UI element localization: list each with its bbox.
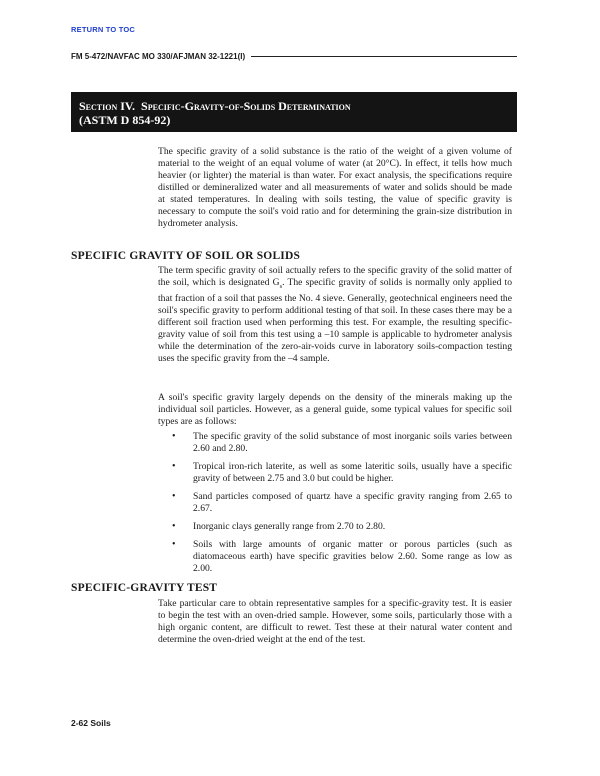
- header-rule: [251, 56, 517, 57]
- soil-solids-paragraph-1: [158, 265, 512, 365]
- section-name: Specific-Gravity-of-Solids Determination: [141, 99, 351, 113]
- sg-test-heading: SPECIFIC-GRAVITY TEST: [71, 582, 218, 594]
- section-number: IV.: [120, 99, 136, 113]
- document-id: FM 5-472/NAVFAC MO 330/AFJMAN 32-1221(I): [71, 52, 246, 61]
- soil-solids-text-b: . The specific gravity of solids is normally only applied to that fraction of a soil that passes the No. 4 sieve. Generally, geotechnical engineers need the soil's specific gravity to perform additional testing of that soil. In these cases there may be a different soil fraction used when performing this test. For example, the resulting specific-gravity value of soil from this test using a –10 sample is applicable to hydrometer analysis while the determination of the zero-air-voids curve in laboratory soils-compaction testing uses the specific gravity from the –4 sample.: [158, 277, 512, 364]
- gs-subscript: s: [279, 282, 283, 290]
- page-footer: 2-62 Soils: [71, 718, 111, 728]
- sg-test-paragraph: Take particular care to obtain representative samples for a specific-gravity test. It is easier to begin the test with an oven-dried sample. However, some soils, particularly those with a high organic content, are difficult to rewet. Test these at their natural water content and determine the oven-dried weight at the end of the test.: [158, 598, 512, 645]
- document-header: [71, 52, 517, 61]
- soil-solids-heading: SPECIFIC GRAVITY OF SOIL OR SOLIDS: [71, 250, 301, 262]
- typical-values-list: [172, 431, 512, 575]
- list-item: • Sand particles composed of quartz have a specific gravity ranging from 2.65 to 2.67.: [172, 491, 512, 515]
- section-title-bar: [71, 92, 517, 132]
- list-item: • Soils with large amounts of organic matter or porous particles (such as diatomaceous earth) have specific gravities below 2.60. Some range as low as 2.00.: [172, 539, 512, 575]
- soil-solids-text-a: The term specific gravity of soil actually refers to the specific gravity of the solid matter of the soil, which is designated G: [158, 265, 512, 288]
- list-item: • Tropical iron-rich laterite, as well as some lateritic soils, usually have a specific gravity of between 2.75 and 3.0 but could be higher.: [172, 461, 512, 485]
- section-title: [79, 99, 351, 114]
- intro-paragraph: The specific gravity of a solid substance is the ratio of the weight of a given volume of material to the weight of an equal volume of water (at 20°C). In effect, it tells how much heavier (or lighter) the material is than water. For exact analysis, the specifications require distilled or demineralized water and all measurements of water and solids should be made at stated temperatures. In dealing with soils testing, the value of specific gravity is necessary to compute the soil's void ratio and for determining the grain-size distribution in hydrometer analysis.: [158, 146, 512, 229]
- list-item: • Inorganic clays generally range from 2.70 to 2.80.: [172, 521, 512, 533]
- section-standard: (ASTM D 854-92): [79, 113, 171, 127]
- section-word: Section: [79, 99, 118, 113]
- soil-solids-paragraph-2: A soil's specific gravity largely depends on the density of the minerals making up the individual soil particles. However, as a general guide, some typical values for specific soil types are as follows:: [158, 392, 512, 427]
- return-to-toc-link[interactable]: RETURN TO TOC: [71, 25, 135, 34]
- list-item: • The specific gravity of the solid substance of most inorganic soils varies between 2.60 and 2.80.: [172, 431, 512, 455]
